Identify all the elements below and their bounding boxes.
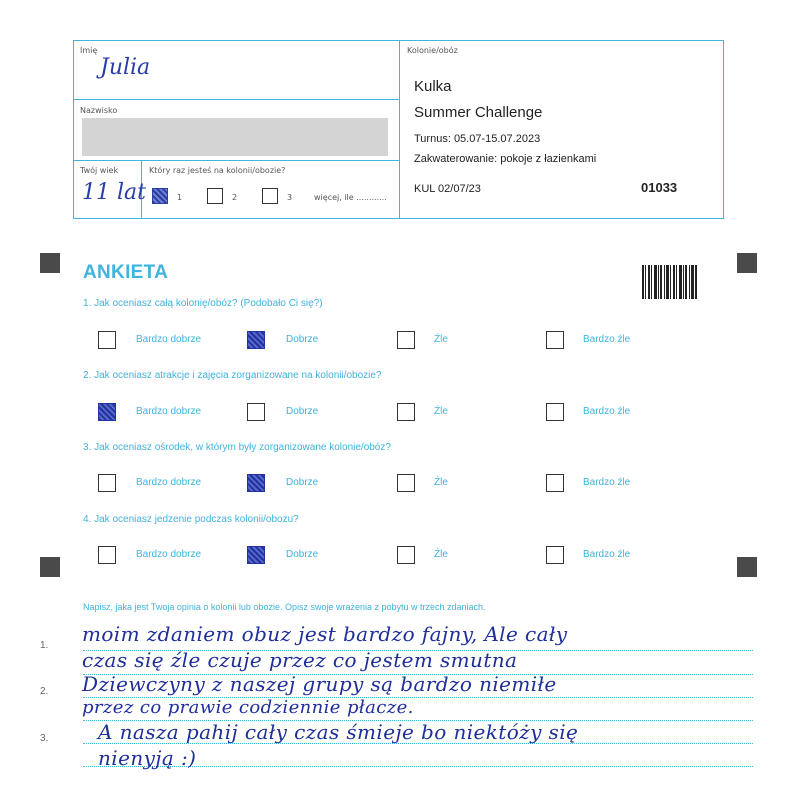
q1-checkbox-dobrze[interactable] xyxy=(247,331,265,349)
handwritten-line[interactable]: przez co prawie codziennie płacze. xyxy=(82,697,414,718)
times-more-label: więcej, ile ............ xyxy=(314,193,387,202)
camp-accommodation: Zakwaterowanie: pokoje z łazienkami xyxy=(414,153,597,165)
line-number: 1. xyxy=(40,640,49,651)
opinion-prompt: Napisz, jaka jest Twoja opinia o kolonii lub obozie. Opisz swoje wrażenia z pobytu w trzech zdaniach. xyxy=(83,602,486,612)
barcode-icon xyxy=(642,265,697,299)
q2-option-label: Bardzo źle xyxy=(583,406,631,417)
camp-name: Kulka xyxy=(414,78,452,95)
registration-mark xyxy=(737,253,757,273)
times-checkbox-3[interactable] xyxy=(262,188,278,204)
surname-redacted-field[interactable] xyxy=(82,118,388,156)
registration-mark xyxy=(40,557,60,577)
q4-checkbox-bardzo-dobrze[interactable] xyxy=(98,546,116,564)
question-3: 3. Jak oceniasz ośrodek, w którym były zorganizowane kolonie/obóz? xyxy=(83,442,391,453)
q2-checkbox-bardzo-zle[interactable] xyxy=(546,403,564,421)
header-divider xyxy=(73,160,399,161)
q2-checkbox-dobrze[interactable] xyxy=(247,403,265,421)
q3-checkbox-zle[interactable] xyxy=(397,474,415,492)
name-value[interactable]: Julia xyxy=(100,55,151,80)
header-divider xyxy=(399,40,400,219)
q1-checkbox-zle[interactable] xyxy=(397,331,415,349)
q4-option-label: Bardzo źle xyxy=(583,549,631,560)
camp-number: 01033 xyxy=(641,180,678,195)
q4-checkbox-bardzo-zle[interactable] xyxy=(546,546,564,564)
line-number: 3. xyxy=(40,733,49,744)
q1-option-label: Bardzo źle xyxy=(583,334,631,345)
handwritten-line[interactable]: czas się źle czuje przez co jestem smutna xyxy=(82,648,518,672)
q3-option-label: Źle xyxy=(434,477,448,488)
q1-option-label: Bardzo dobrze xyxy=(136,334,202,345)
camp-label: Kolonie/obóz xyxy=(407,46,458,55)
q3-checkbox-bardzo-zle[interactable] xyxy=(546,474,564,492)
q4-option-label: Dobrze xyxy=(286,549,319,560)
q1-checkbox-bardzo-dobrze[interactable] xyxy=(98,331,116,349)
handwritten-line[interactable]: Dziewczyny z naszej grupy są bardzo niemiłe xyxy=(82,672,557,696)
handwritten-line[interactable]: moim zdaniem obuz jest bardzo fajny, Ale cały xyxy=(82,622,568,646)
question-4: 4. Jak oceniasz jedzenie podczas kolonii/obozu? xyxy=(83,514,299,525)
handwritten-line[interactable]: nienyją :) xyxy=(98,746,197,770)
camp-turnus: Turnus: 05.07-15.07.2023 xyxy=(414,133,541,145)
age-value[interactable]: 11 lat xyxy=(82,180,146,205)
q1-option-label: Dobrze xyxy=(286,334,319,345)
question-2: 2. Jak oceniasz atrakcje i zajęcia zorganizowane na kolonii/obozie? xyxy=(83,370,382,381)
q3-checkbox-dobrze[interactable] xyxy=(247,474,265,492)
q2-checkbox-bardzo-dobrze[interactable] xyxy=(98,403,116,421)
times-checkbox-1[interactable] xyxy=(152,188,168,204)
q2-option-label: Źle xyxy=(434,406,448,417)
line-number: 2. xyxy=(40,686,49,697)
registration-mark xyxy=(40,253,60,273)
q3-option-label: Bardzo dobrze xyxy=(136,477,202,488)
times-option-2: 2 xyxy=(232,193,238,202)
camp-program: Summer Challenge xyxy=(414,104,543,121)
q4-checkbox-dobrze[interactable] xyxy=(247,546,265,564)
q2-checkbox-zle[interactable] xyxy=(397,403,415,421)
q1-option-label: Źle xyxy=(434,334,448,345)
q4-checkbox-zle[interactable] xyxy=(397,546,415,564)
q2-option-label: Bardzo dobrze xyxy=(136,406,202,417)
q3-option-label: Dobrze xyxy=(286,477,319,488)
age-label: Twój wiek xyxy=(80,166,119,175)
q4-option-label: Źle xyxy=(434,549,448,560)
q1-checkbox-bardzo-zle[interactable] xyxy=(546,331,564,349)
q3-checkbox-bardzo-dobrze[interactable] xyxy=(98,474,116,492)
q4-option-label: Bardzo dobrze xyxy=(136,549,202,560)
survey-title: ANKIETA xyxy=(83,262,169,283)
q2-option-label: Dobrze xyxy=(286,406,319,417)
camp-code: KUL 02/07/23 xyxy=(414,183,481,195)
header-divider xyxy=(73,99,399,100)
times-checkbox-2[interactable] xyxy=(207,188,223,204)
times-label: Który raz jesteś na kolonii/obozie? xyxy=(149,166,286,175)
registration-mark xyxy=(737,557,757,577)
times-option-1: 1 xyxy=(177,193,183,202)
times-option-3: 3 xyxy=(287,193,293,202)
q3-option-label: Bardzo źle xyxy=(583,477,631,488)
question-1: 1. Jak oceniasz całą kolonię/obóz? (Podobało Ci się?) xyxy=(83,298,323,309)
name-label: Imię xyxy=(80,46,98,55)
handwritten-line[interactable]: A nasza pahij cały czas śmieje bo niektóży się xyxy=(98,720,579,744)
surname-label: Nazwisko xyxy=(80,106,118,115)
